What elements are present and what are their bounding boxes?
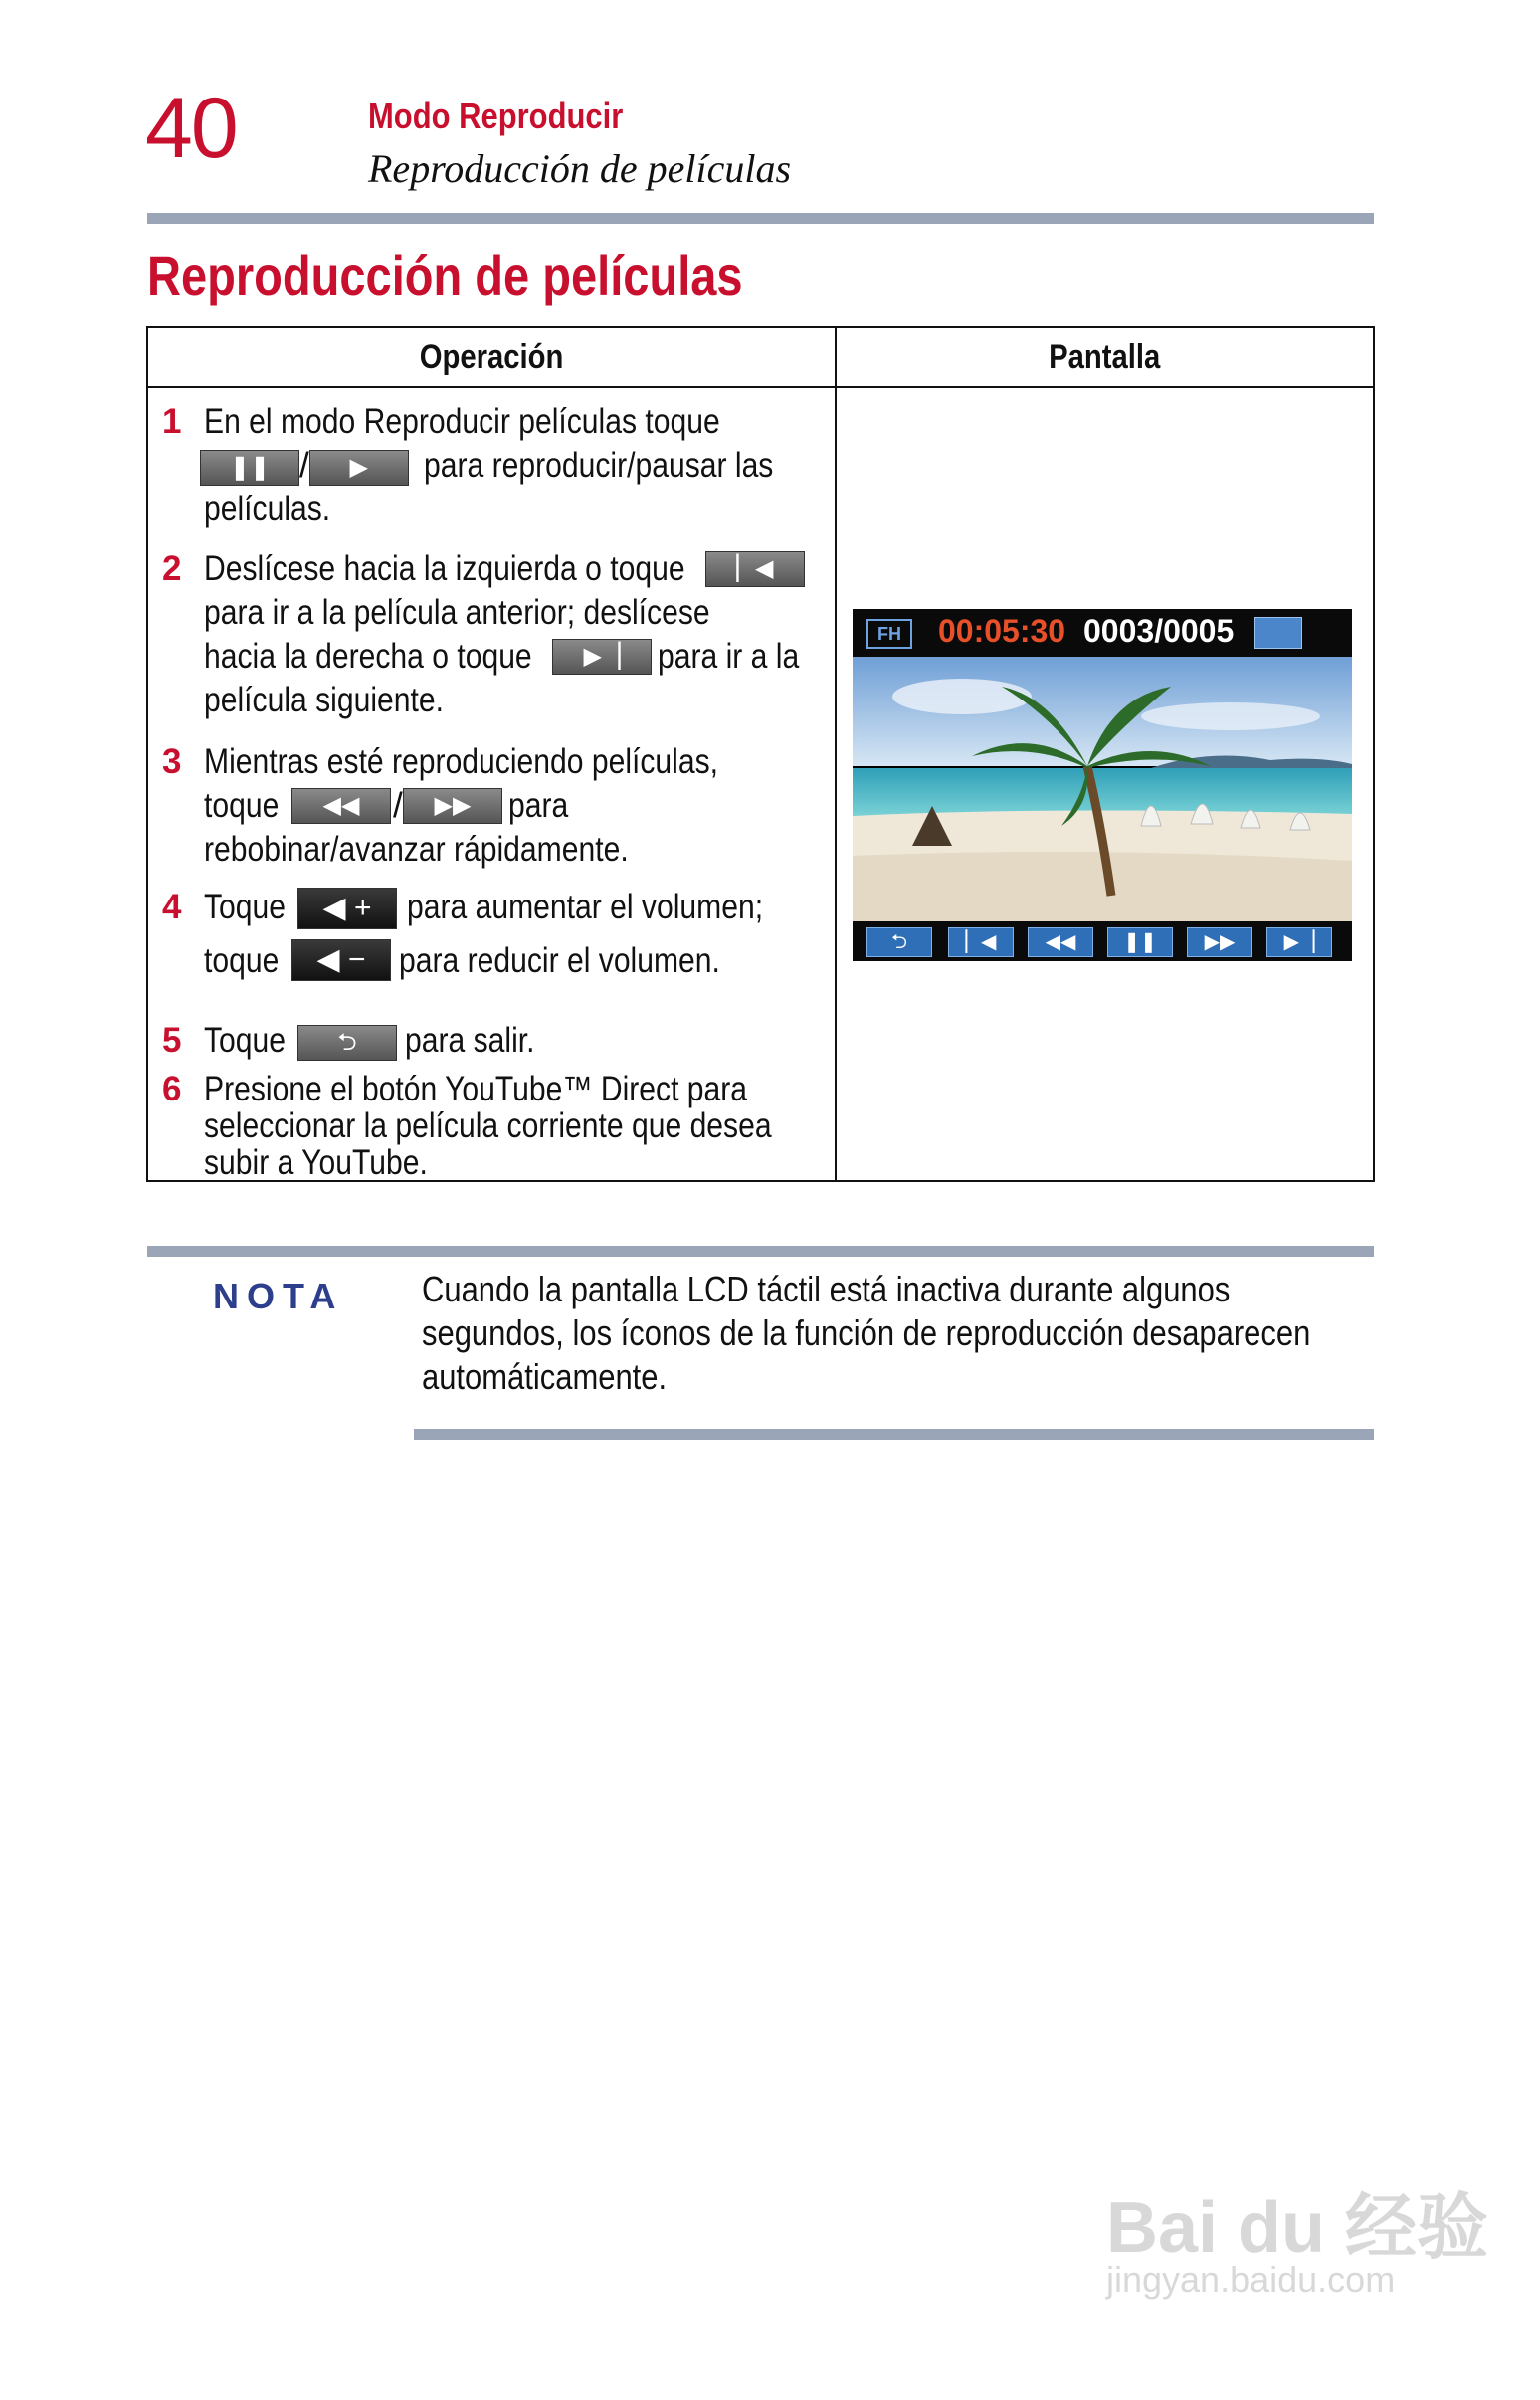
note-text: Cuando la pantalla LCD táctil está inactiva durante algunos segundos, los íconos de la función de reproducción desaparecen automáticamente. [422,1269,1311,1397]
play-icon: ▶ [309,450,409,486]
file-counter: 0003/0005 [1083,613,1235,649]
next-icon: ▶▕ [552,639,652,675]
elapsed-time: 00:05:30 [938,613,1066,649]
watermark-logo: Bai du 经验 [1106,2188,1489,2268]
screen-cell [836,387,1374,1181]
previous-icon[interactable]: ▏◀ [948,927,1014,957]
column-header-operation: Operación [147,327,836,387]
playback-controls [853,921,1352,961]
rewind-icon[interactable]: ◀◀ [1028,927,1093,957]
note-top-rule [147,1246,1374,1257]
pause-icon[interactable]: ❚❚ [1107,927,1173,957]
header-rule [147,213,1374,224]
operations-cell: 1 En el modo Reproducir películas toque ❚❚ / ▶ para reproducir/pausar las películas. 2 Deslícese hacia la izquierda o toque ▏◀ para ir a la película anterior; deslícese hacia la derecha o toque ▶▕ para ir a la película siguiente. 3 Mientras esté reproduciendo películas, toque ◀◀ / ▶▶ para rebobinar/avanzar rápidamente. 4 Toque ◀ + para aumentar el volumen; toque ◀ − para reducir el volumen. 5 Toque ⮌ para salir. 6 Presione el botón YouTube™ Direct para seleccionar la película corriente que desea subir a YouTube. [147,387,836,1181]
fast-forward-icon[interactable]: ▶▶ [1187,927,1252,957]
fast-forward-icon: ▶▶ [403,788,502,824]
return-icon: ⮌ [297,1025,397,1061]
volume-up-icon: ◀ + [297,888,397,929]
column-header-screen: Pantalla [836,327,1374,387]
rewind-icon: ◀◀ [291,788,391,824]
return-icon[interactable]: ⮌ [866,927,932,957]
watermark-url: jingyan.baidu.com [1106,2259,1396,2300]
running-head-subsection: Reproducción de películas [368,146,792,191]
pause-icon: ❚❚ [200,450,299,486]
running-head-section: Modo Reproducir [368,96,624,136]
camera-playback-screen [853,609,1352,961]
previous-icon: ▏◀ [705,551,805,587]
trash-icon [1254,617,1302,649]
resolution-badge: FH [866,619,912,649]
volume-down-icon: ◀ − [291,939,391,981]
beach-video-frame [853,657,1352,921]
operations-table [146,326,1375,1182]
next-icon[interactable]: ▶▕ [1266,927,1332,957]
note-bottom-rule [414,1429,1374,1440]
page-title: Reproducción de películas [147,244,743,306]
page-number: 40 [145,81,237,176]
status-bar [853,609,1352,657]
note-label: NOTA [213,1276,344,1316]
